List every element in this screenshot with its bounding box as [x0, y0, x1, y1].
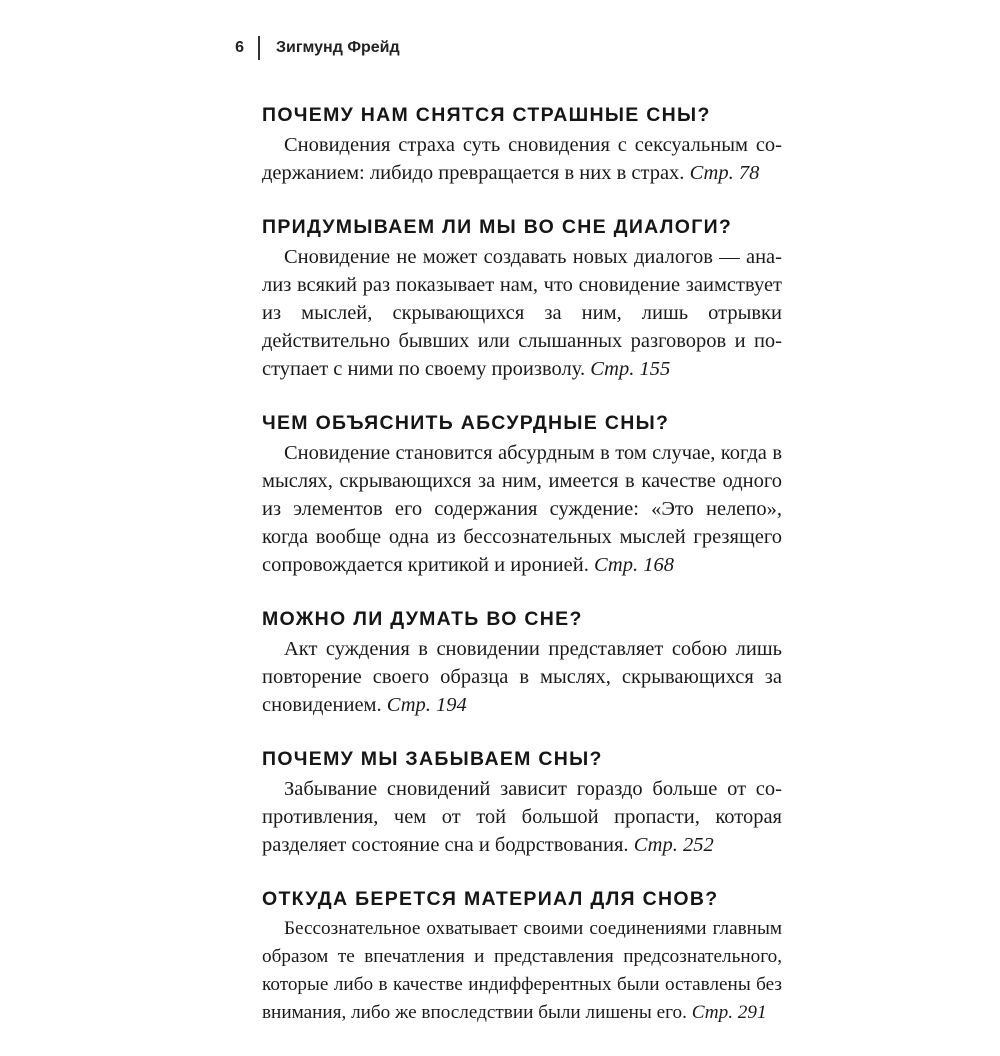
answer-text: Забывание сновидений зависит гораздо больше от сопротивления, чем от той большой пропасти, которая разделяет состояние сна и бодрствования.	[262, 778, 782, 856]
section-text	[262, 635, 782, 719]
section-heading: ПРИДУМЫВАЕМ ЛИ МЫ ВО СНЕ ДИАЛОГИ?	[262, 216, 733, 238]
running-head	[200, 36, 400, 60]
page-body	[262, 104, 782, 1056]
section-heading: ЧЕМ ОБЪЯСНИТЬ АБСУРДНЫЕ СНЫ?	[262, 412, 670, 434]
page-reference: Стр. 291	[691, 1002, 767, 1023]
section-heading: ПОЧЕМУ НАМ СНЯТСЯ СТРАШНЫЕ СНЫ?	[262, 104, 711, 126]
answer-text: Сновидения страха суть сновидения с сексуальным содержанием: либидо превращается в них в страх.	[262, 134, 782, 184]
answer-text: Сновидение не может создавать новых диалогов — анализ всякий раз показывает нам, что сновидение заимствует из мыслей, скрывающихся за ним, лишь отрывки действительно бывших или слышанных разговоров и поступает с ними по своему произволу.	[262, 246, 782, 380]
page-reference: Стр. 168	[593, 554, 674, 576]
qa-section	[262, 748, 782, 859]
page-reference: Стр. 155	[590, 358, 671, 380]
page-reference: Стр. 252	[633, 834, 714, 856]
answer-text: Акт суждения в сновидении представляет собою лишь повторение своего образца в мыслях, скрывающихся за сновидением.	[262, 638, 782, 716]
answer-text: Сновидение становится абсурдным в том случае, когда в мыслях, скрывающихся за ним, имеется в качестве одного из элементов его содержания суждение: «Это нелепо», когда вообще одна из бессознательных мыслей грезящего сопровождается критикой и иронией.	[262, 442, 782, 576]
section-text	[262, 915, 782, 1027]
section-text	[262, 775, 782, 859]
section-heading: ПОЧЕМУ МЫ ЗАБЫВАЕМ СНЫ?	[262, 748, 603, 770]
author-name: Зигмунд Фрейд	[276, 39, 400, 56]
answer-text: Бессознательное охватывает своими соединениями главным образом те впечатления и представления предсознательного, которые либо в качестве индифферентных были оставлены без внимания, либо же впоследствии были лишены его.	[262, 918, 782, 1023]
qa-section	[262, 888, 782, 1027]
qa-section	[262, 412, 782, 579]
section-heading: МОЖНО ЛИ ДУМАТЬ ВО СНЕ?	[262, 608, 583, 630]
section-heading: ОТКУДА БЕРЕТСЯ МАТЕРИАЛ ДЛЯ СНОВ?	[262, 888, 719, 910]
section-text	[262, 131, 782, 187]
section-text	[262, 243, 782, 383]
page-number: 6	[235, 39, 244, 56]
page-reference: Стр. 78	[689, 162, 760, 184]
page-reference: Стр. 194	[386, 694, 467, 716]
qa-section	[262, 608, 782, 719]
qa-section	[262, 104, 782, 187]
header-divider	[258, 36, 260, 60]
section-text	[262, 439, 782, 579]
qa-section	[262, 216, 782, 383]
